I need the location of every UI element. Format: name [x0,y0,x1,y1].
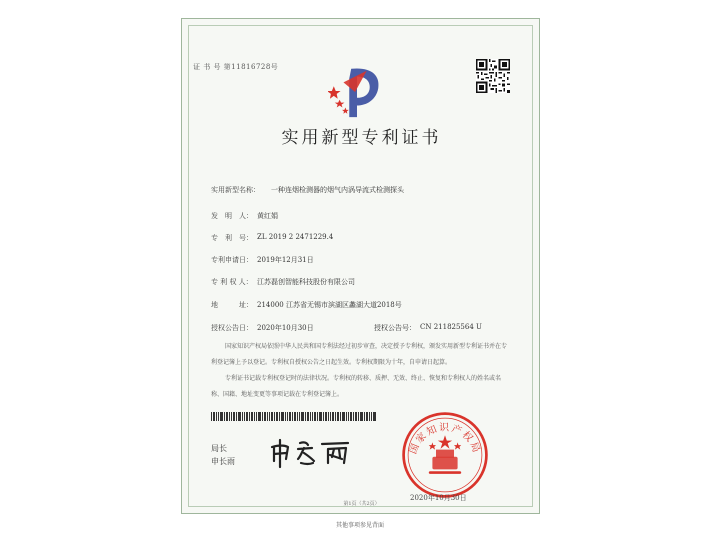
barcode [211,412,377,421]
director-signature [268,437,358,469]
issue-date: 2020年10月30日 [410,494,467,502]
utility-model-name-label: 实用新型名称： [211,186,260,194]
grant-date-label: 授权公告日： [211,324,253,332]
utility-model-name-value: 一种连烟检测器的烟气内涡导流式检测探头 [271,186,404,194]
footer-note: 其他事项参见背面 [335,522,384,529]
patent-office-logo [328,63,386,121]
filing-date-value: 2019年12月31日 [257,256,314,264]
grant-number-label: 授权公告号： [374,324,416,332]
inventor-label: 发 明 人： [211,212,253,220]
official-seal [400,410,490,500]
qr-code [476,59,510,93]
address-label: 地 址： [211,301,253,309]
filing-date-label: 专利申请日： [211,256,253,264]
director-name: 申长雨 [211,457,235,466]
body-paragraph: 专利证书记载专利权登记时的法律状况。专利权的转移、质押、无效、终止、恢复和专利权人的姓名或名称、国籍、地址变更等事项记载在专利登记簿上。 [211,375,502,398]
patent-number-value: ZL 2019 2 2471229.4 [257,233,334,241]
address-value: 214000 江苏省无锡市滨湖区蠡湖大道2018号 [257,301,402,309]
director-title: 局长 [211,444,227,453]
certificate-title: 实用新型专利证书 [281,128,442,148]
grant-number-value: CN 211825564 U [420,323,482,331]
grant-date-value: 2020年10月30日 [257,324,314,332]
body-paragraph: 国家知识产权局依照中华人民共和国专利法经过初步审查，决定授予专利权，颁发实用新型专利证书并在专利登记簿上予以登记。专利权自授权公告之日起生效。专利权期限为十年，自申请日起算。 [211,343,508,366]
patentee-label: 专 利 权 人： [211,278,253,286]
patent-number-label: 专 利 号： [211,234,253,242]
certificate-number: 证 书 号 第11816728号 [193,63,279,71]
certificate-body-text [211,339,511,403]
page-number: 第1页（共2页） [343,501,380,507]
inventor-value: 黄红娟 [257,212,278,220]
patentee-value: 江苏磊创智能科技股份有限公司 [257,278,355,286]
seal-text: 国家知识产权局 [407,422,483,456]
patent-certificate [181,18,540,514]
